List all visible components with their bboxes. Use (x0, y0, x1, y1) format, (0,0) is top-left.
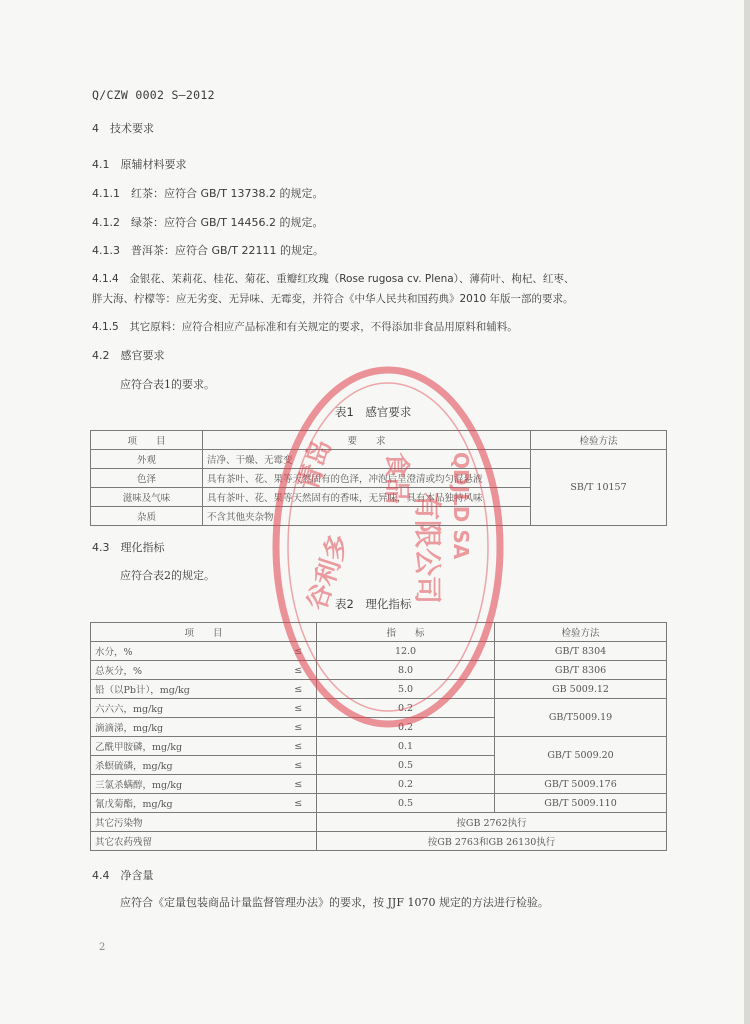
svg-text:有限公司: 有限公司 (411, 492, 444, 605)
table1-cell-item: 滋味及气味 (91, 488, 203, 507)
table2-header-value: 指 标 (317, 623, 495, 642)
section-4-2-text: 应符合表1的要求。 (120, 378, 215, 391)
table2-caption: 表2 理化指标 (335, 597, 412, 611)
table2-header-method: 检验方法 (495, 623, 667, 642)
table1-header-req: 要 求 (203, 431, 531, 450)
table2-cell-item: 杀螟硫磷，mg/kg (91, 756, 281, 775)
svg-text:QDJLD SA: QDJLD SA (449, 452, 473, 560)
table1-sensory (90, 430, 667, 526)
table2-cell-value: 5.0 (317, 680, 495, 699)
table1-cell-req: 不含其他夹杂物 (203, 507, 531, 526)
table2-cell-symbol: ≤ (281, 642, 317, 661)
table2-cell-item: 氰戊菊酯，mg/kg (91, 794, 281, 813)
clause-4-1-4-line2: 胖大海、柠檬等：应无劣变、无异味、无霉变，并符合《中华人民共和国药典》2010 年版一部的要求。 (92, 293, 574, 305)
section-4-3-text: 应符合表2的规定。 (120, 569, 215, 582)
page-edge (744, 0, 750, 1024)
table2-cell-item: 三氯杀螨醇，mg/kg (91, 775, 281, 794)
table2-cell-symbol: ≤ (281, 718, 317, 737)
table2-cell-requirement: 按GB 2763和GB 26130执行 (317, 832, 667, 851)
table2-cell-symbol: ≤ (281, 775, 317, 794)
section-4-2-heading: 4.2 感官要求 (92, 349, 165, 362)
table2-cell-item: 其它污染物 (91, 813, 317, 832)
table2-cell-method: GB/T 5009.176 (495, 775, 667, 794)
clause-4-1-3: 4.1.3 普洱茶：应符合 GB/T 22111 的规定。 (92, 244, 324, 257)
section-4-4-heading: 4.4 净含量 (92, 869, 154, 882)
svg-text:谷利多: 谷利多 (302, 530, 355, 615)
table2-physicochemical (90, 622, 667, 851)
table1-header-item: 项 目 (91, 431, 203, 450)
table2-cell-value: 0.2 (317, 699, 495, 718)
table2-cell-item: 滴滴涕，mg/kg (91, 718, 281, 737)
table1-cell-req: 具有茶叶、花、果等天然固有的色泽，冲泡后呈澄清或均匀混悬液 (203, 469, 531, 488)
clause-4-1-2: 4.1.2 绿茶：应符合 GB/T 14456.2 的规定。 (92, 216, 324, 229)
table2-cell-method: GB/T 5009.110 (495, 794, 667, 813)
table2-cell-value: 0.2 (317, 775, 495, 794)
standard-code: Q/CZW 0002 S—2012 (92, 88, 215, 102)
table2-cell-symbol: ≤ (281, 794, 317, 813)
table2-cell-item: 总灰分，% (91, 661, 281, 680)
table2-cell-value: 0.1 (317, 737, 495, 756)
table2-cell-item: 其它农药残留 (91, 832, 317, 851)
svg-text:青岛: 青岛 (293, 435, 338, 495)
section-4-3-heading: 4.3 理化指标 (92, 541, 165, 554)
table1-caption: 表1 感官要求 (335, 405, 412, 419)
table2-cell-item: 水分，% (91, 642, 281, 661)
table2-cell-method: GB/T 8306 (495, 661, 667, 680)
clause-4-1-1: 4.1.1 红茶：应符合 GB/T 13738.2 的规定。 (92, 187, 324, 200)
table1-cell-item: 杂质 (91, 507, 203, 526)
table2-cell-method: GB 5009.12 (495, 680, 667, 699)
table2-header-item: 项 目 (91, 623, 317, 642)
table1-header-method: 检验方法 (531, 431, 667, 450)
table1-cell-item: 色泽 (91, 469, 203, 488)
table1-cell-req: 具有茶叶、花、果等天然固有的香味，无异味，具有本品独特风味 (203, 488, 531, 507)
table2-cell-method: GB/T 8304 (495, 642, 667, 661)
table2-cell-symbol: ≤ (281, 737, 317, 756)
table2-cell-value: 12.0 (317, 642, 495, 661)
table2-cell-value: 0.2 (317, 718, 495, 737)
page-number: 2 (99, 942, 106, 953)
table2-cell-symbol: ≤ (281, 661, 317, 680)
section-4-1-heading: 4.1 原辅材料要求 (92, 158, 187, 171)
table2-cell-item: 六六六，mg/kg (91, 699, 281, 718)
table2-cell-symbol: ≤ (281, 756, 317, 775)
clause-4-1-5: 4.1.5 其它原料：应符合相应产品标准和有关规定的要求，不得添加非食品用原料和辅料。 (92, 321, 518, 333)
table2-cell-item: 乙酰甲胺磷，mg/kg (91, 737, 281, 756)
section-4-4-text: 应符合《定量包装商品计量监督管理办法》的要求，按 JJF 1070 规定的方法进行检验。 (120, 896, 549, 909)
table2-cell-item: 铅（以Pb计），mg/kg (91, 680, 281, 699)
table2-cell-value: 0.5 (317, 794, 495, 813)
table2-cell-symbol: ≤ (281, 699, 317, 718)
table1-cell-req: 洁净、干燥、无霉变 (203, 450, 531, 469)
table2-cell-method: GB/T 5009.20 (495, 737, 667, 775)
table1-cell-item: 外观 (91, 450, 203, 469)
section-4-heading: 4 技术要求 (92, 122, 154, 135)
table2-cell-value: 8.0 (317, 661, 495, 680)
table2-cell-requirement: 按GB 2762执行 (317, 813, 667, 832)
svg-text:食品: 食品 (381, 452, 411, 505)
table2-cell-value: 0.5 (317, 756, 495, 775)
table2-cell-symbol: ≤ (281, 680, 317, 699)
table1-cell-method: SB/T 10157 (531, 450, 667, 526)
clause-4-1-4-line1: 4.1.4 金银花、茉莉花、桂花、菊花、重瓣红玫瑰（Rose rugosa cv. Plena）、薄荷叶、枸杞、红枣、 (92, 273, 575, 285)
table2-cell-method: GB/T5009.19 (495, 699, 667, 737)
